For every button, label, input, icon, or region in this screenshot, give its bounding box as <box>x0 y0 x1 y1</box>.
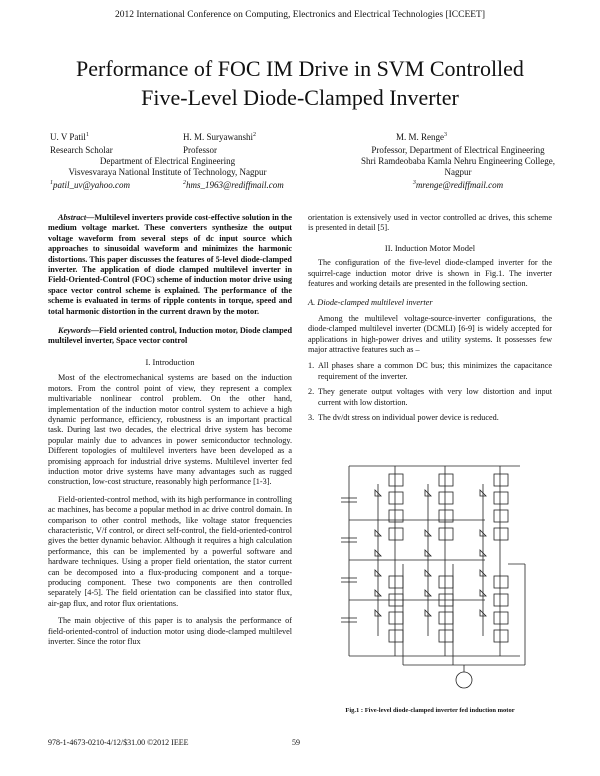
author-2-role: Professor <box>183 145 217 155</box>
author-3-inst: Shri Ramdeobaba Kamla Nehru Engineering College, <box>361 156 555 166</box>
phase-leg-c <box>480 466 508 656</box>
section-2-heading: II. Induction Motor Model <box>384 242 476 253</box>
title-line-1: Performance of FOC IM Drive in SVM Controlled <box>76 56 524 81</box>
title-line-2: Five-Level Diode-Clamped Inverter <box>141 85 459 110</box>
phase-leg-a <box>375 466 403 656</box>
section-2-paragraph-1: The configuration of the five-level diode-clamped inverter for the squirrel-cage induction motor drive is shown in Fig.1. The inverter features and working details are presented in the following section. <box>308 258 552 289</box>
paper-title <box>20 54 580 112</box>
author-1-role: Research Scholar <box>50 145 113 155</box>
author-2-email: $^2$hms_1963@rediffmail.com <box>183 180 284 190</box>
author-12-inst: Visvesvaraya National Institute of Technology, Nagpur <box>68 167 267 177</box>
author-2-name: H. M. Suryawanshi$^2$ <box>183 132 256 142</box>
footer-isbn: 978-1-4673-0210-4/12/$31.00 ©2012 IEEE <box>48 738 189 747</box>
features-list <box>308 361 552 423</box>
right-column <box>308 213 552 424</box>
left-column <box>48 213 292 647</box>
intro-paragraph-1: Most of the electromechanical systems are based on the induction motors. From the control point of view, they represent a complex multivariable nonlinear control problem. On the other hand, implementation of the induction motor control system to achieve a high dynamic performance, efficiency, robustness is an important practical task. During last two decades, the electrical drive system has become popular mainly due to advances in power semiconductor technology. Different topologies of multilevel inverters have been developed as a promising approach for industrial drive systems. Multilevel inverter fed induction motor drive systems have many advantages such as rugged construction, low-cost structure, reasonably high performance [1-3]. <box>48 373 292 487</box>
footer-page-number: 59 <box>292 738 300 747</box>
subsection-a-heading: A. Diode-clamped multilevel inverter <box>308 298 433 308</box>
section-2-paragraph-2: Among the multilevel voltage-source-inverter configurations, the diode-clamped multilevel inverter (DCMLI) [6-9] is widely accepted for applications in high-power drives and utility systems. It possesses few major attractive features such as – <box>308 313 552 355</box>
right-paragraph-0: orientation is extensively used in vector controlled ac drives, this scheme is presented in detail [5]. <box>308 213 552 233</box>
abstract: Abstract—Multilevel inverters provide cost-effective solution in the medium voltage market. These converters synthesize the output voltage waveform from several steps of dc input source which approaches to sinusoidal waveform and minimizes the harmonic distortions. This paper discusses the features of 5-level diode-clamped inverter. The application of diode clamped multilevel inverter in Field-Oriented-Control (FOC) scheme of induction motor drive using space vector control scheme is explained. The performance of the scheme is evaluated in terms of ripple contents in torque, speed and total harmonic distortion in the current drawn by the motor. <box>48 213 292 316</box>
author-1-email: $^1$patil_uv@yahoo.com <box>50 180 131 190</box>
conference-header: 2012 International Conference on Computing, Electronics and Electrical Technologies [ICCEET] <box>114 10 486 20</box>
author-1-name: U. V Patil$^1$ <box>50 132 89 142</box>
phase-leg-b <box>425 466 453 656</box>
intro-paragraph-2: Field-oriented-control method, with its high performance in controlling ac machines, has become a popular method in ac drive control domain. In comparison to other control methods, like voltage stator frequencies characteristic, V/f control, or direct self-control, the field-oriented-control gives the better dynamic behavior. Although it requires a high calculation performance, this can be implemented by a powerful software and hardware techniques. Using a proper field orientation, the stator current can be decomposed into a flux-producing component and a torque-producing component. These two components are then controlled separately [4-5]. The field orientation can be classified into stator flux, air-gap flux, and rotor flux orientations. <box>48 494 292 608</box>
induction-motor-icon <box>456 672 472 688</box>
circuit-diagram-figure <box>335 460 535 690</box>
figure-1-caption: Fig.1 : Five-level diode-clamped inverter fed induction motor <box>345 707 515 714</box>
section-1-heading: I. Introduction <box>145 356 195 367</box>
list-item: 2. They generate output voltages with very low distortion and input current with low distortion. <box>308 387 552 407</box>
author-3-city: Nagpur <box>444 167 472 177</box>
list-item: 3. The dv/dt stress on individual power device is reduced. <box>308 413 499 423</box>
intro-paragraph-3: The main objective of this paper is to analysis the performance of field-oriented-control of induction motor using diode-clamped multilevel inverter. Since the rotor flux <box>48 616 292 647</box>
keywords: Keywords—Field oriented control, Induction motor, Diode clamped multilevel inverter, Space vector control <box>48 326 292 346</box>
list-item: 1. All phases share a common DC bus; this minimizes the capacitance requirement of the inverter. <box>308 361 552 381</box>
author-3-email: $^3$mrenge@rediffmail.com <box>412 180 504 190</box>
author-3-name: M. M. Renge$^3$ <box>396 132 447 142</box>
author-3-role: Professor, Department of Electrical Engineering <box>371 145 545 155</box>
author-12-dept: Department of Electrical Engineering <box>99 156 236 166</box>
